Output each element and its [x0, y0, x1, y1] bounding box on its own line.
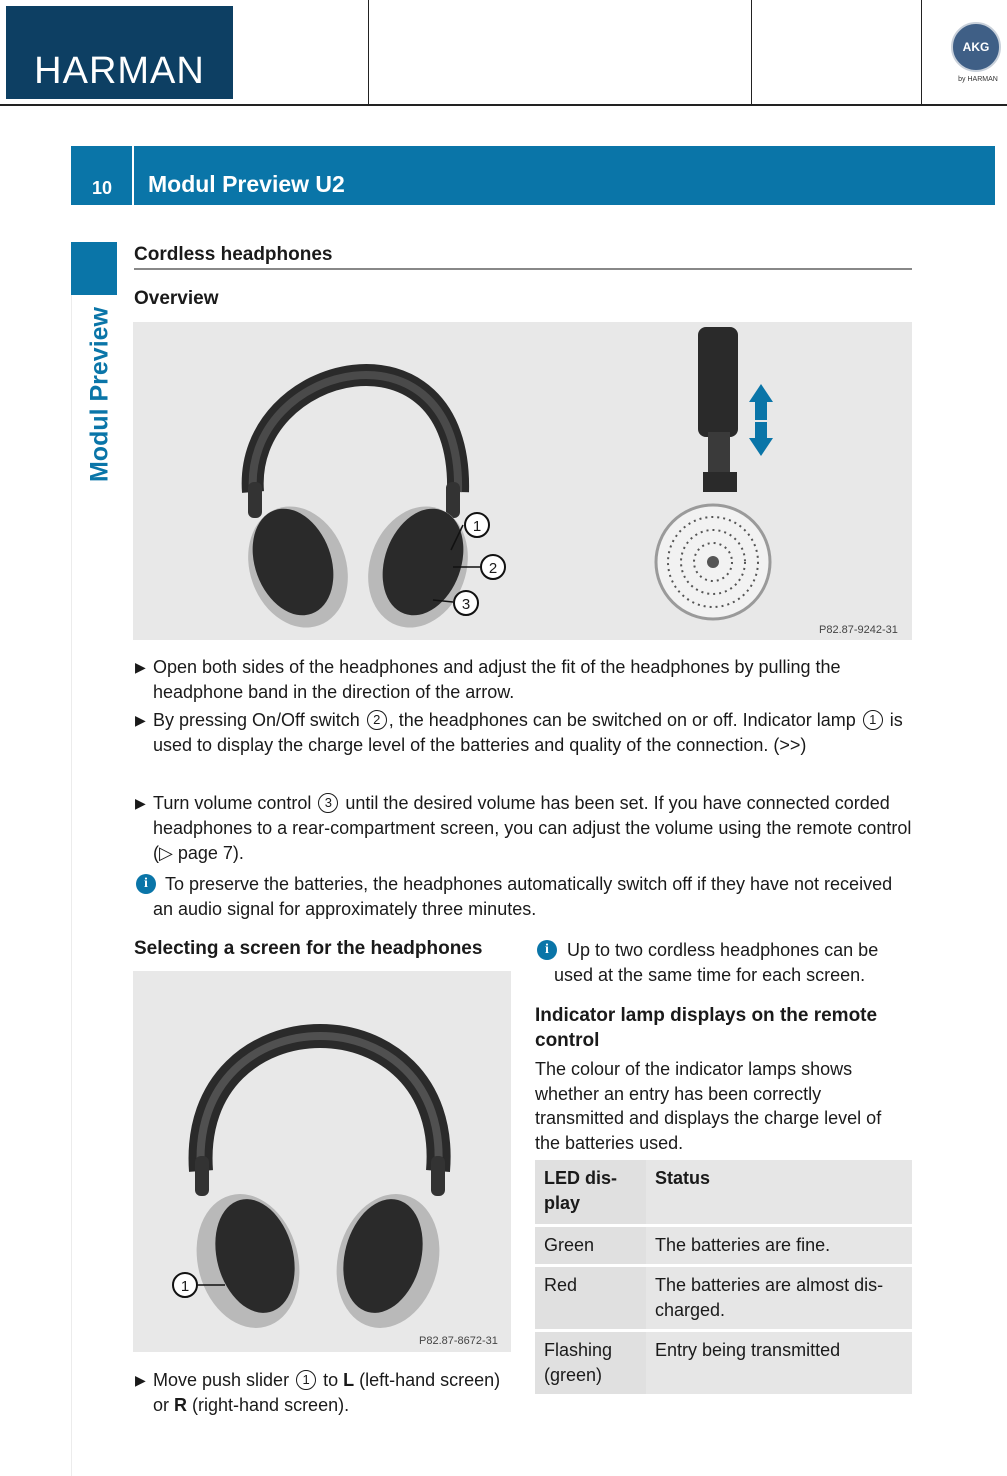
slider-callout-1: 1	[172, 1272, 198, 1298]
table-header-led: LED dis- play	[535, 1160, 646, 1226]
indicator-body: The colour of the indicator lamps shows whether an entry has been correctly transmitted and displays the charge level of the batteries used.	[535, 1059, 882, 1153]
akg-logo-text: AKG	[962, 40, 990, 54]
figure-code: P82.87-9242-31	[819, 624, 898, 636]
header-cell-2	[368, 0, 752, 104]
inline-callout-3: 3	[318, 793, 338, 813]
table-header-status: Status	[646, 1160, 912, 1226]
bullet-text-1: Open both sides of the headphones and adjust the fit of the headphones by pulling the headphone band in the direction of the arrow.	[153, 657, 841, 702]
band-separator	[132, 146, 134, 205]
section-subtitle: Overview	[134, 288, 219, 309]
callout-3: 3	[453, 590, 479, 616]
document-header	[0, 0, 1007, 106]
bullet-text-2	[153, 708, 913, 758]
selecting-title: Selecting a screen for the headphones	[134, 938, 483, 959]
section-title: Cordless headphones	[134, 244, 333, 265]
info-note-1: To preserve the batteries, the headphones automatically switch off if they have not received an audio signal for approximately three minutes.	[153, 874, 893, 919]
table-cell-status: The batteries are fine.	[646, 1226, 912, 1266]
table-row	[535, 1266, 912, 1331]
slider-bullet-text	[153, 1368, 518, 1418]
bullet-2-post: is used to display the charge level of the batteries and quality of the connection. (>>)	[153, 710, 903, 755]
bullet-2-mid: , the headphones can be switched on or off. Indicator lamp	[388, 710, 861, 730]
slider-bullet-L: L	[343, 1370, 355, 1390]
led-status-table	[535, 1160, 912, 1397]
table-cell-status: The batteries are almost dis- charged.	[646, 1266, 912, 1331]
bullet-3-post: until the desired volume has been set. If you have connected corded headphones to a rear-compartment screen, you can adjust the volume using the remote control (▷ page 7).	[153, 793, 912, 863]
table-row	[535, 1331, 912, 1396]
headphones-slider-figure	[133, 971, 511, 1352]
table-header-row	[535, 1160, 912, 1226]
info-note-2: Up to two cordless headphones can be used at the same time for each screen.	[554, 940, 879, 985]
slider-bullet-to: to	[318, 1370, 344, 1390]
slider-bullet-post: (right-hand screen).	[187, 1395, 350, 1415]
page-number: 10	[91, 178, 113, 198]
sidebar-tab	[71, 242, 117, 295]
sidebar-label-text: Modul Preview	[85, 306, 114, 483]
table-cell-led: Red	[535, 1266, 646, 1331]
akg-logo-subtext: by HARMAN	[958, 76, 998, 83]
harman-logo-text: HARMAN	[34, 50, 205, 92]
inline-callout-slider: 1	[296, 1370, 316, 1390]
callout-1: 1	[464, 512, 490, 538]
headphones-overview-illustration	[133, 322, 912, 640]
margin-line	[71, 295, 72, 1476]
akg-logo	[951, 22, 1001, 72]
slider-bullet-R: R	[174, 1395, 188, 1415]
table-cell-led: Flashing (green)	[535, 1331, 646, 1396]
table-row	[535, 1226, 912, 1266]
table-cell-led: Green	[535, 1226, 646, 1266]
sidebar-label	[80, 300, 120, 500]
bullet-arrow: ▶	[135, 795, 146, 811]
slider-bullet-mid: (left-hand screen) or	[153, 1370, 501, 1415]
info-icon: i	[136, 874, 156, 894]
bullet-arrow: ▶	[135, 659, 146, 675]
harman-logo	[6, 6, 233, 99]
bullet-text-3	[153, 791, 913, 866]
bullet-arrow: ▶	[135, 1372, 146, 1388]
figure-code-2: P82.87-8672-31	[419, 1335, 498, 1347]
info-icon: i	[537, 940, 557, 960]
table-cell-status: Entry being transmitted	[646, 1331, 912, 1396]
chapter-title: Modul Preview U2	[148, 171, 345, 197]
section-rule	[134, 268, 912, 270]
slider-bullet-pre: Move push slider	[153, 1370, 295, 1390]
inline-callout-2: 2	[367, 710, 387, 730]
inline-callout-1: 1	[863, 710, 883, 730]
header-cell-3	[751, 0, 922, 104]
indicator-title: Indicator lamp displays on the remote control	[535, 1005, 878, 1051]
headphones-overview-figure	[133, 322, 912, 640]
callout-2: 2	[480, 554, 506, 580]
bullet-2-pre: By pressing On/Off switch	[153, 710, 365, 730]
bullet-arrow: ▶	[135, 712, 146, 728]
bullet-3-pre: Turn volume control	[153, 793, 317, 813]
